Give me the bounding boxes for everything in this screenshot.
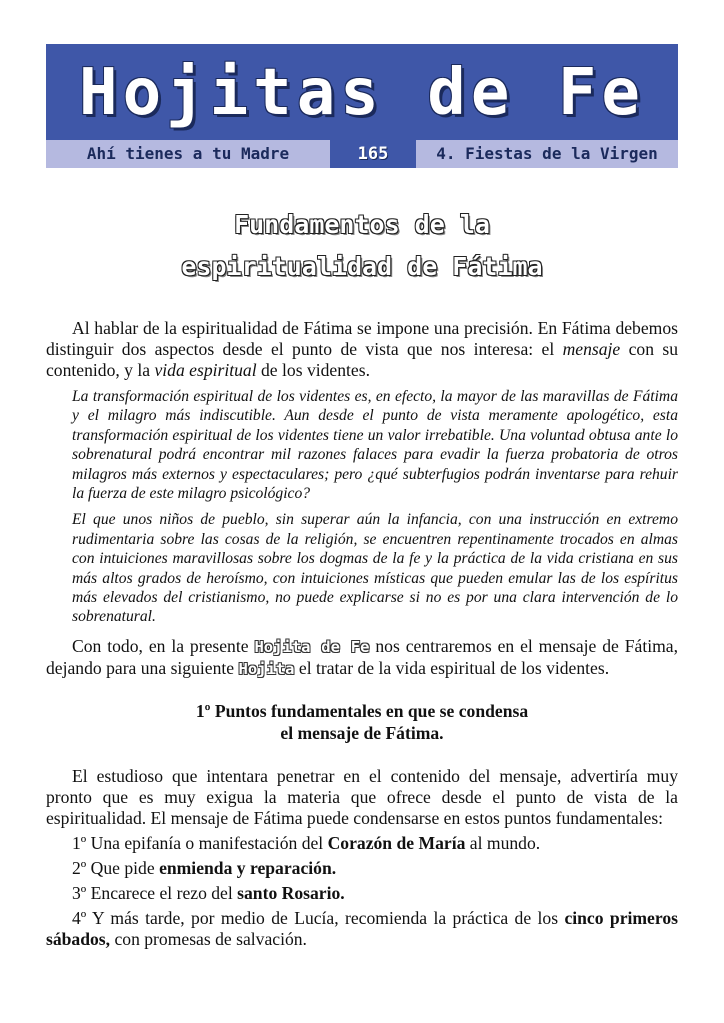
intro-text-1: Al hablar de la espiritualidad de Fátima se impone una precisión. En Fátima debemos distinguir dos aspectos desde el punto de vista que nos interesa: el bbox=[46, 318, 678, 359]
transition-text-2: nos centraremos en el mensaje de Fátima, dejando para una siguiente bbox=[46, 635, 679, 678]
document-title bbox=[46, 204, 678, 288]
point-4-end: con promesas de salvación. bbox=[110, 928, 307, 949]
point-3-bold: santo Rosario. bbox=[237, 882, 345, 903]
transition-paragraph bbox=[46, 636, 678, 680]
article-body bbox=[46, 318, 678, 950]
section-label: 4. Fiestas de la Virgen bbox=[436, 144, 658, 163]
banner-subtitle-strip bbox=[46, 140, 678, 168]
section-heading-line-2: el mensaje de Fátima. bbox=[280, 722, 444, 743]
point-2-bold: enmienda y reparación. bbox=[159, 857, 337, 878]
series-label: Ahí tienes a tu Madre bbox=[86, 144, 290, 163]
point-2-text: 2º Que pide bbox=[72, 857, 160, 878]
point-1 bbox=[46, 833, 678, 854]
intro-text-3: de los videntes. bbox=[256, 360, 370, 380]
point-4-text: 4º Y más tarde, por medio de Lucía, recomienda la práctica de los bbox=[72, 907, 565, 928]
point-3-text: 3º Encarece el rezo del bbox=[72, 882, 238, 903]
intro-paragraph bbox=[46, 318, 678, 381]
transition-text-1: Con todo, en la presente bbox=[72, 635, 255, 656]
brand-hojita: Hojita bbox=[238, 659, 295, 678]
quote-paragraph-2: El que unos niños de pueblo, sin superar aún la infancia, con una instrucción en extremo rudimentaria sobre las cosas de la religión, se encuentren repentinamente trocados en almas con intuiciones maravillosas sobre los dogmas de la fe y la práctica de la vida cristiana en sus más altos grados de heroísmo, con intuiciones místicas que pueden emular las de los espíritus más elevados del cristianismo, no puede explicarse si no es por una clara intervención de lo sobrenatural. bbox=[72, 511, 678, 626]
intro-emphasis-vida: vida espiritual bbox=[154, 360, 257, 380]
intro-emphasis-mensaje: mensaje bbox=[562, 339, 621, 359]
header-banner bbox=[46, 44, 678, 168]
point-1-end: al mundo. bbox=[465, 832, 541, 853]
publication-title: Hojitas de Fe bbox=[79, 56, 645, 130]
transition-text-3: el tratar de la vida espiritual de los videntes. bbox=[294, 657, 610, 678]
title-line-2: espiritualidad de Fátima bbox=[181, 252, 543, 281]
point-3 bbox=[46, 883, 678, 904]
brand-hojita-de-fe: Hojita de Fe bbox=[254, 637, 370, 656]
quote-paragraph-1: La transformación espiritual de los videntes es, en efecto, la mayor de las maravillas de Fátima y el milagro más indiscutible. Aun desde el punto de vista meramente apologético, esta transformación espiritual de los videntes tiene un valor irrebatible. Una voluntad obtusa ante lo sobrenatural podrá encontrar mil razones falaces para evadir la fuerza probatoria de otros milagros más externos y espectaculares; pero ¿qué subterfugios podrán inventarse para rehuir la fuerza de este milagro psicológico? bbox=[72, 388, 678, 503]
point-4-bold: cinco primeros sábados, bbox=[46, 907, 678, 949]
issue-number: 165 bbox=[330, 140, 416, 168]
banner-title-area bbox=[46, 44, 678, 140]
point-1-text: 1º Una epifanía o manifestación del bbox=[72, 832, 328, 853]
section-heading-line-1: 1º Puntos fundamentales en que se condensa bbox=[195, 700, 529, 721]
point-2 bbox=[46, 858, 678, 879]
point-4 bbox=[46, 908, 678, 950]
section-paragraph: El estudioso que intentara penetrar en el contenido del mensaje, advertiría muy pronto que es muy exigua la materia que ofrece desde el punto de vista de la espiritualidad. El mensaje de Fátima puede condensarse en estos puntos fundamentales: bbox=[46, 765, 678, 828]
point-1-bold: Corazón de María bbox=[327, 832, 466, 853]
intro-text-2: con su contenido, y la bbox=[46, 339, 678, 380]
title-line-1: Fundamentos de la bbox=[234, 210, 490, 239]
section-heading bbox=[46, 700, 678, 744]
